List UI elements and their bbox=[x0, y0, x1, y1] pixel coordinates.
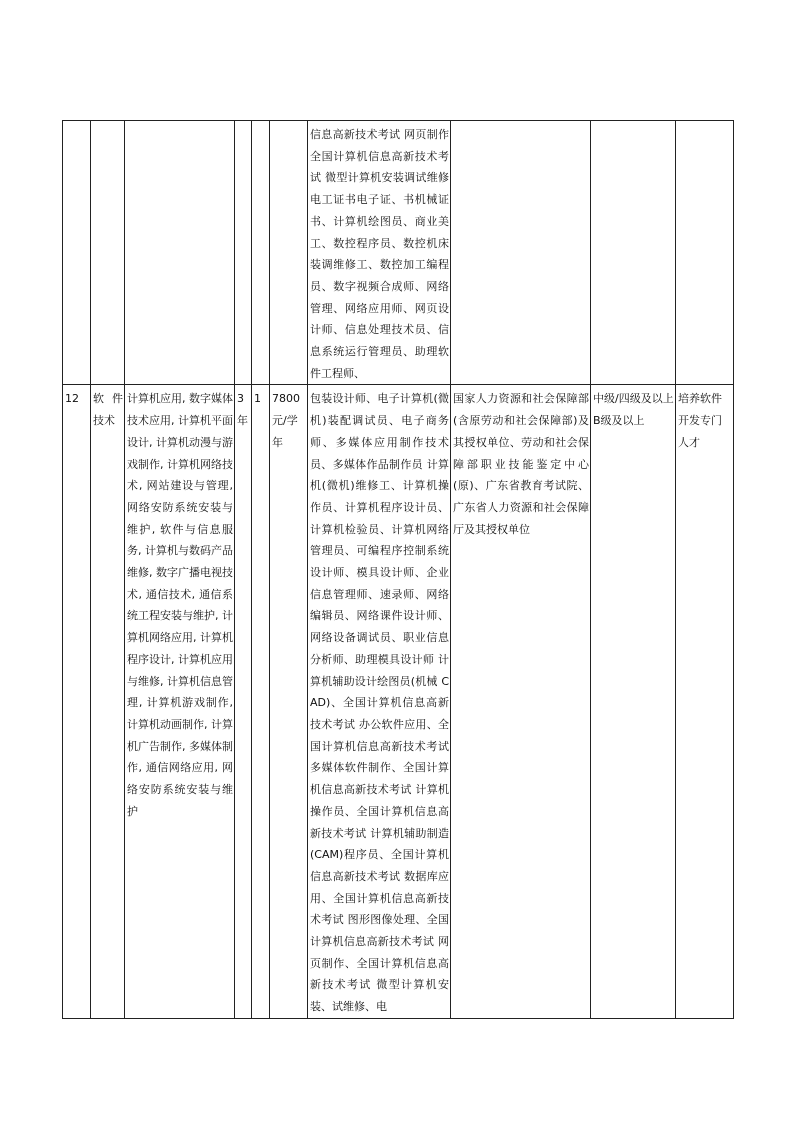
fee-cell bbox=[270, 121, 308, 385]
level-cell bbox=[591, 121, 676, 385]
direction-cell bbox=[125, 121, 235, 385]
count-cell bbox=[252, 121, 270, 385]
major-cell: 软 件技术 bbox=[91, 385, 125, 1018]
major-cell bbox=[91, 121, 125, 385]
no-cell: 12 bbox=[63, 385, 91, 1018]
goal-cell: 培养软件开发专门人才 bbox=[676, 385, 734, 1018]
table-row bbox=[63, 385, 734, 1018]
no-cell bbox=[63, 121, 91, 385]
level-cell: 中级/四级及以上 B级及以上 bbox=[591, 385, 676, 1018]
issuer-cell: 国家人力资源和社会保障部(含原劳动和社会保障部)及其授权单位、劳动和社会保障部职业技能鉴定中心(原)、广东省教育考试院、广东省人力资源和社会保障厅及其授权单位 bbox=[451, 385, 591, 1018]
duration-cell: 3年 bbox=[235, 385, 252, 1018]
duration-cell bbox=[235, 121, 252, 385]
count-cell: 1 bbox=[252, 385, 270, 1018]
program-table bbox=[62, 120, 734, 1019]
goal-cell bbox=[676, 121, 734, 385]
issuer-cell bbox=[451, 121, 591, 385]
direction-cell: 计算机应用, 数字媒体技术应用, 计算机平面设计, 计算机动漫与游戏制作, 计算机网络技术, 网站建设与管理, 网络安防系统安装与维护, 软件与信息服务, 计算机与数码产品维修, 数字广播电视技术, 通信技术, 通信系统工程安装与维护, 计算机网络应用, 计算机程序设计, 计算机应用与维修, 计算机信息管理, 计算机游戏制作, 计算机动画制作, 计算机广告制作, 多媒体制作, 通信网络应用, 网络安防系统安装与维护 bbox=[125, 385, 235, 1018]
table-row bbox=[63, 121, 734, 385]
certificates-cell: 信息高新技术考试 网页制作全国计算机信息高新技术考试 微型计算机安装调试维修电工证书电子证、书机械证书、计算机绘图员、商业美工、数控程序员、数控机床装调维修工、数控加工编程员、数字视频合成师、网络管理、网络应用师、网页设计师、信息处理技术员、信息系统运行管理员、助理软件工程师、 bbox=[308, 121, 451, 385]
fee-cell: 7800元/学年 bbox=[270, 385, 308, 1018]
certificates-cell: 包装设计师、电子计算机(微机)装配调试员、电子商务师、多媒体应用制作技术员、多媒体作品制作员 计算机(微机)维修工、计算机操作员、计算机程序设计员、计算机检验员、计算机网络管理员、可编程序控制系统设计师、模具设计师、企业信息管理师、速录师、网络编辑员、网络课件设计师、网络设备调试员、职业信息分析师、助理模具设计师 计算机辅助设计绘图员(机械 CAD)、全国计算机信息高新技术考试 办公软件应用、全国计算机信息高新技术考试 多媒体软件制作、全国计算机信息高新技术考试 计算机操作员、全国计算机信息高新技术考试 计算机辅助制造(CAM)程序员、全国计算机信息高新技术考试 数据库应用、全国计算机信息高新技术考试 图形图像处理、全国计算机信息高新技术考试 网页制作、全国计算机信息高新技术考试 微型计算机安装、试维修、电 bbox=[308, 385, 451, 1018]
